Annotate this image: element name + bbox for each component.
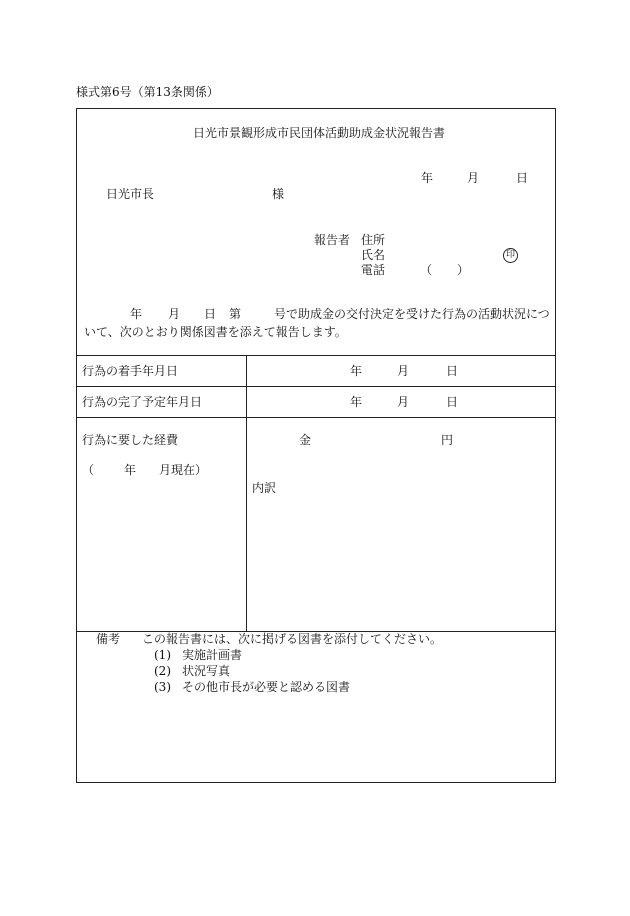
start-date-label: 行為の着手年月日 <box>82 364 179 378</box>
notes-item-num: (3) <box>154 680 171 694</box>
phone-paren-open: （ <box>420 263 433 277</box>
end-date-label: 行為の完了予定年月日 <box>82 395 203 409</box>
column-divider <box>246 355 247 631</box>
form-number-label: 様式第6号（第13条関係） <box>76 85 219 99</box>
end-date-month: 月 <box>397 395 410 409</box>
row-divider <box>76 355 556 356</box>
as-of-year: 年 <box>124 463 137 477</box>
start-date-month: 月 <box>397 364 410 378</box>
amount-yen: 円 <box>441 433 454 447</box>
cost-label: 行為に要した経費 <box>82 433 179 447</box>
amount-kin: 金 <box>299 433 312 447</box>
phone-paren-close: ） <box>457 263 470 277</box>
date-month: 月 <box>467 171 480 185</box>
reporter-phone-label: 電話 <box>361 263 386 277</box>
row-divider <box>76 386 556 387</box>
date-day: 日 <box>516 171 529 185</box>
notes-label: 備考 <box>96 632 121 646</box>
as-of-paren-open: （ <box>82 463 95 477</box>
end-date-year: 年 <box>350 395 363 409</box>
seal-mark: 印 <box>503 248 518 263</box>
body-month: 月 <box>168 307 181 321</box>
start-date-day: 日 <box>446 364 459 378</box>
breakdown-label: 内訳 <box>252 481 277 495</box>
addressee-honorific: 様 <box>272 187 285 201</box>
document-title: 日光市景観形成市民団体活動助成金状況報告書 <box>193 126 446 140</box>
body-line1: 号で助成金の交付決定を受けた行為の活動状況につ <box>274 307 550 321</box>
addressee-name: 日光市長 <box>106 187 155 201</box>
reporter-address-label: 住所 <box>361 233 386 247</box>
body-day: 日 <box>204 307 217 321</box>
body-line2: いて、次のとおり関係図書を添えて報告します。 <box>84 325 347 339</box>
notes-item-text: 状況写真 <box>182 664 231 678</box>
row-divider <box>76 417 556 418</box>
notes-intro: この報告書には、次に掲げる図書を添付してください。 <box>142 632 443 646</box>
body-dai: 第 <box>229 307 242 321</box>
reporter-name-label: 氏名 <box>361 248 386 262</box>
as-of-month: 月現在） <box>159 463 208 477</box>
notes-item-num: (2) <box>154 664 171 678</box>
date-year: 年 <box>421 171 434 185</box>
notes-item-num: (1) <box>154 648 171 662</box>
notes-item-text: その他市長が必要と認める図書 <box>182 680 351 694</box>
notes-item-text: 実施計画書 <box>182 648 243 662</box>
body-year: 年 <box>130 307 143 321</box>
end-date-day: 日 <box>446 395 459 409</box>
start-date-year: 年 <box>350 364 363 378</box>
reporter-label: 報告者 <box>314 233 351 247</box>
